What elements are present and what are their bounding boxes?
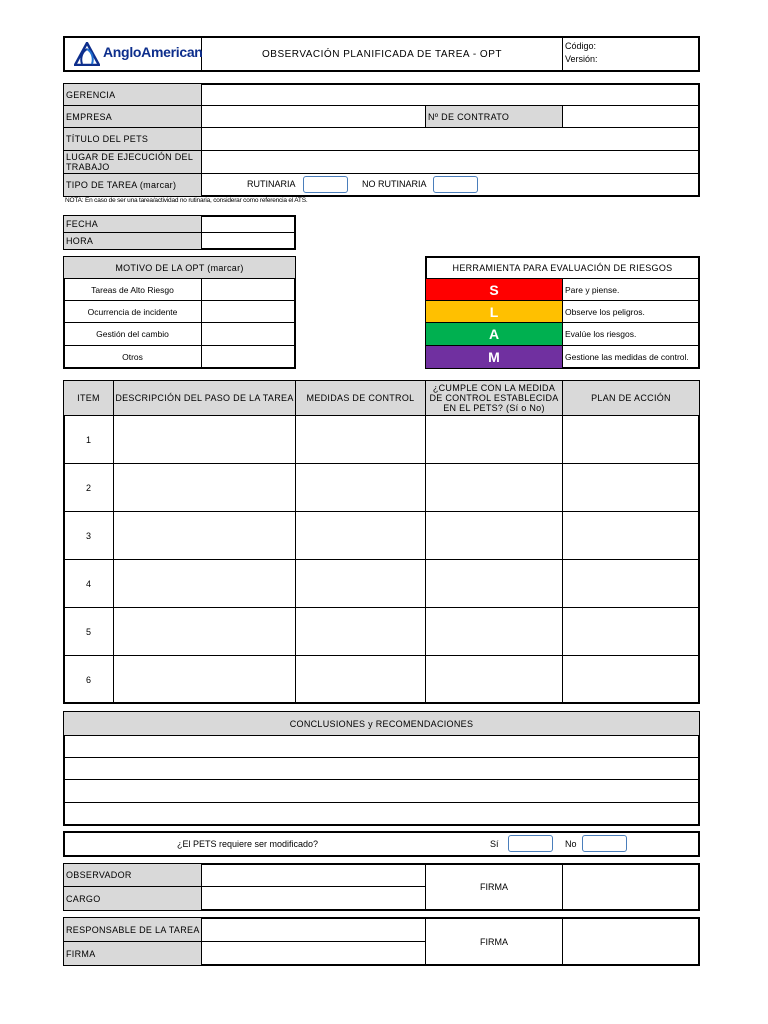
motivo-item-label: Tareas de Alto Riesgo (63, 278, 202, 301)
observador-firma-field[interactable] (562, 863, 700, 911)
hora-field[interactable] (201, 232, 296, 250)
no-label: No (565, 839, 577, 849)
si-label: Sí (490, 839, 499, 849)
gerencia-label: GERENCIA (63, 83, 202, 106)
table-cell[interactable] (425, 559, 563, 608)
rutinaria-label: RUTINARIA (247, 179, 296, 189)
hora-label: HORA (63, 232, 202, 250)
nota-text: NOTA: En caso de ser una tarea/actividad no rutinaria, considerar como referencia el ATS. (65, 197, 308, 204)
motivo-item-label: Gestión del cambio (63, 322, 202, 346)
conclusiones-title: CONCLUSIONES y RECOMENDACIONES (63, 711, 700, 736)
conclusiones-line[interactable] (63, 757, 700, 780)
table-cell[interactable] (425, 463, 563, 512)
motivo-title: MOTIVO DE LA OPT (marcar) (63, 256, 296, 279)
rutinaria-checkbox[interactable] (303, 176, 348, 193)
motivo-item-label: Otros (63, 345, 202, 369)
table-cell[interactable] (562, 655, 700, 704)
logo-text: AngloAmerican (103, 44, 203, 60)
tipo-label: TIPO DE TAREA (marcar) (63, 173, 202, 197)
firma-label: FIRMA (425, 863, 563, 911)
table-cell[interactable] (295, 607, 426, 656)
col-header-item: ITEM (63, 380, 114, 416)
table-cell[interactable] (113, 511, 296, 560)
conclusiones-line[interactable] (63, 735, 700, 758)
table-cell[interactable] (425, 607, 563, 656)
empresa-field[interactable] (201, 105, 426, 128)
titulo-pets-label: TÍTULO DEL PETS (63, 127, 202, 151)
col-header-plan: PLAN DE ACCIÓN (562, 380, 700, 416)
lugar-label: LUGAR DE EJECUCIÓN DEL TRABAJO (63, 150, 202, 174)
conclusiones-line[interactable] (63, 779, 700, 803)
table-row-item: 3 (63, 511, 114, 560)
table-cell[interactable] (295, 415, 426, 464)
table-cell[interactable] (425, 511, 563, 560)
firma-row-label: FIRMA (63, 941, 202, 966)
responsable-field[interactable] (201, 917, 426, 942)
table-row-item: 2 (63, 463, 114, 512)
table-row-item: 1 (63, 415, 114, 464)
conclusiones-line[interactable] (63, 802, 700, 826)
no-rutinaria-checkbox[interactable] (433, 176, 478, 193)
fecha-label: FECHA (63, 215, 202, 233)
page-title: OBSERVACIÓN PLANIFICADA DE TAREA - OPT (262, 48, 502, 60)
slam-l-cell: L (425, 300, 563, 323)
no-rutinaria-label: NO RUTINARIA (362, 179, 427, 189)
pets-question-text: ¿El PETS requiere ser modificado? (177, 839, 319, 849)
table-cell[interactable] (295, 559, 426, 608)
table-row-item: 5 (63, 607, 114, 656)
table-cell[interactable] (562, 463, 700, 512)
motivo-item-mark[interactable] (201, 322, 296, 346)
slam-m-cell: M (425, 345, 563, 369)
slam-s-text: Pare y piense. (562, 278, 700, 301)
slam-a-text: Evalúe los riesgos. (562, 322, 700, 346)
observador-label: OBSERVADOR (63, 863, 202, 887)
contrato-label: Nº DE CONTRATO (425, 105, 563, 128)
gerencia-field[interactable] (201, 83, 700, 106)
empresa-label: EMPRESA (63, 105, 202, 128)
col-header-descripcion: DESCRIPCIÓN DEL PASO DE LA TAREA (113, 380, 296, 416)
table-cell[interactable] (113, 607, 296, 656)
motivo-item-label: Ocurrencia de incidente (63, 300, 202, 323)
table-cell[interactable] (562, 559, 700, 608)
no-checkbox[interactable] (582, 835, 627, 852)
responsable-firma-field[interactable] (562, 917, 700, 966)
slam-l-text: Observe los peligros. (562, 300, 700, 323)
table-cell[interactable] (295, 463, 426, 512)
motivo-item-mark[interactable] (201, 278, 296, 301)
table-cell[interactable] (562, 511, 700, 560)
titulo-pets-field[interactable] (201, 127, 700, 151)
responsable-label: RESPONSABLE DE LA TAREA (63, 917, 202, 942)
table-cell[interactable] (295, 511, 426, 560)
table-row-item: 6 (63, 655, 114, 704)
table-cell[interactable] (113, 463, 296, 512)
table-cell[interactable] (425, 415, 563, 464)
firma-label: FIRMA (425, 917, 563, 966)
si-checkbox[interactable] (508, 835, 553, 852)
version-label: Versión: (565, 54, 598, 64)
table-cell[interactable] (562, 415, 700, 464)
table-row-item: 4 (63, 559, 114, 608)
firma-row-field[interactable] (201, 941, 426, 966)
slam-a-cell: A (425, 322, 563, 346)
observador-field[interactable] (201, 863, 426, 887)
motivo-item-mark[interactable] (201, 345, 296, 369)
cargo-field[interactable] (201, 886, 426, 911)
slam-title: HERRAMIENTA PARA EVALUACIÓN DE RIESGOS (425, 256, 700, 279)
table-cell[interactable] (113, 415, 296, 464)
table-cell[interactable] (113, 655, 296, 704)
contrato-field[interactable] (562, 105, 700, 128)
anglo-logo-icon (74, 42, 100, 66)
slam-s-cell: S (425, 278, 563, 301)
slam-m-text: Gestione las medidas de control. (562, 345, 700, 369)
fecha-field[interactable] (201, 215, 296, 233)
col-header-cumple: ¿CUMPLE CON LA MEDIDA DE CONTROL ESTABLECIDA EN EL PETS? (Sí o No) (425, 380, 563, 416)
table-cell[interactable] (295, 655, 426, 704)
motivo-item-mark[interactable] (201, 300, 296, 323)
table-cell[interactable] (425, 655, 563, 704)
table-cell[interactable] (113, 559, 296, 608)
lugar-field[interactable] (201, 150, 700, 174)
table-cell[interactable] (562, 607, 700, 656)
codigo-label: Código: (565, 41, 597, 51)
col-header-medidas: MEDIDAS DE CONTROL (295, 380, 426, 416)
cargo-label: CARGO (63, 886, 202, 911)
